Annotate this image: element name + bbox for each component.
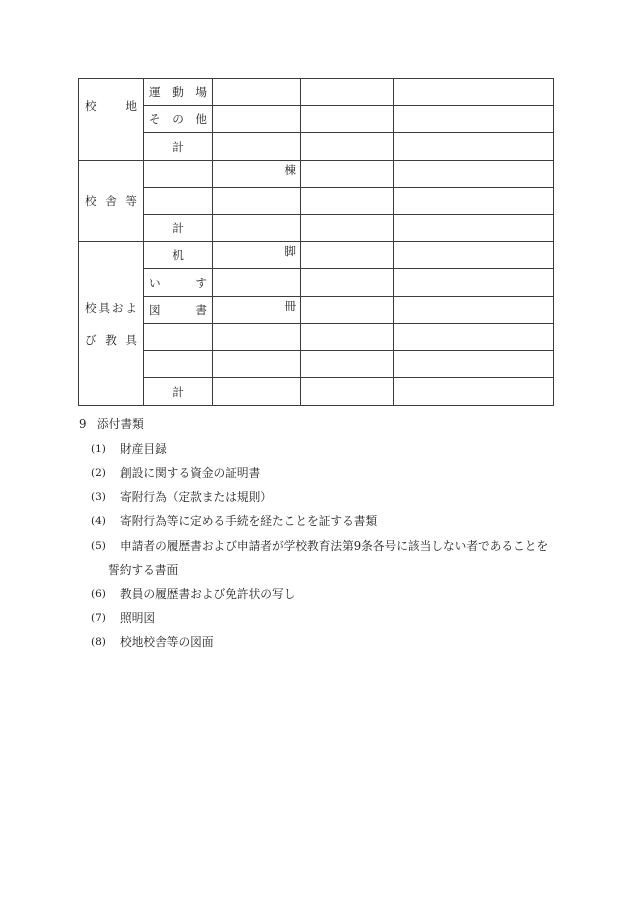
value-cell [213,161,301,188]
value-cell [394,269,554,297]
item-equipment-total [144,378,213,406]
item-text: 寄附行為（定款または規則） [120,490,272,504]
value-cell [301,324,394,351]
value-cell [213,378,301,406]
value-cell [213,269,301,297]
value-cell [394,324,554,351]
table-row [79,378,554,406]
item-number: (8) [91,636,106,648]
item-text: 創設に関する資金の証明書 [120,466,261,480]
group-label-buildings [79,161,144,242]
item-number: (7) [91,612,106,624]
item-equipment [144,324,213,351]
table-row [79,133,554,161]
equipment-label-line2: び 教 具 [85,332,137,347]
section-title: 添付書類 [97,417,144,431]
table-row [79,269,554,297]
item-books [144,297,213,324]
value-cell [394,242,554,269]
group-label-equipment [79,242,144,406]
value-cell [213,79,301,106]
table-row [79,161,554,188]
list-item [0,539,630,553]
list-item [0,442,630,456]
value-cell [301,106,394,133]
value-cell [301,188,394,215]
value-cell [394,133,554,161]
desks-label: 机 [172,248,184,262]
buildings-total-label: 計 [172,221,184,235]
unit-books: 冊 [284,299,296,313]
value-cell [213,351,301,378]
item-text: 教員の履歴書および免許状の写し [120,587,296,601]
table-row [79,106,554,133]
item-number: (5) [91,540,106,552]
table-row [79,242,554,269]
item-campus-total [144,133,213,161]
item-text: 財産目録 [120,442,167,456]
item-number: (4) [91,515,106,527]
value-cell [301,161,394,188]
item-grounds [144,79,213,106]
item-equipment [144,351,213,378]
value-cell [394,378,554,406]
value-cell [213,324,301,351]
item-number: (6) [91,588,106,600]
value-cell [394,106,554,133]
value-cell [394,161,554,188]
chairs-label: い す [149,275,207,290]
section-number: 9 [79,417,87,431]
item-buildings-total [144,215,213,242]
item-number: (2) [91,467,106,479]
item-desks [144,242,213,269]
list-item [0,490,630,504]
item-text-continuation: 誓約する書面 [108,563,179,577]
value-cell [394,79,554,106]
item-number: (1) [91,443,106,455]
table-row [79,188,554,215]
value-cell [301,351,394,378]
campus-label: 校 地 [85,98,137,113]
facilities-table [78,78,554,406]
value-cell [394,215,554,242]
item-text: 申請者の履歴書および申請者が学校教育法第9条各号に該当しない者であることを [120,539,549,553]
item-number: (3) [91,491,106,503]
value-cell [301,242,394,269]
value-cell [213,215,301,242]
value-cell [394,188,554,215]
item-chairs [144,269,213,297]
value-cell [213,297,301,324]
equipment-total-label: 計 [172,384,184,399]
attachments-heading [0,417,630,431]
value-cell [301,79,394,106]
value-cell [213,188,301,215]
item-other [144,106,213,133]
value-cell [213,133,301,161]
campus-total-label: 計 [172,139,184,154]
item-text: 校地校舎等の図面 [120,635,214,649]
table-row [79,297,554,324]
value-cell [301,215,394,242]
item-building [144,161,213,188]
grounds-label: 運 動 場 [149,85,207,99]
other-label: そ の 他 [149,112,207,126]
value-cell [301,133,394,161]
list-item-continuation [0,563,630,577]
value-cell [394,297,554,324]
group-label-campus [79,79,144,161]
equipment-label-line1: 校具およ [85,300,137,315]
table-row [79,79,554,106]
item-building [144,188,213,215]
list-item [0,587,630,601]
item-text: 寄附行為等に定める手続を経たことを証する書類 [120,514,378,528]
value-cell [394,351,554,378]
buildings-label: 校 舎 等 [85,194,137,208]
value-cell [301,297,394,324]
list-item [0,611,630,625]
unit-buildings: 棟 [284,163,296,177]
item-text: 照明図 [120,611,156,625]
table-row [79,324,554,351]
list-item [0,466,630,480]
value-cell [213,106,301,133]
list-item [0,514,630,528]
value-cell [301,378,394,406]
table-row [79,215,554,242]
books-label: 図 書 [149,303,207,317]
value-cell [213,242,301,269]
value-cell [301,269,394,297]
list-item [0,635,630,649]
unit-desks: 脚 [284,244,296,258]
table-row [79,351,554,378]
